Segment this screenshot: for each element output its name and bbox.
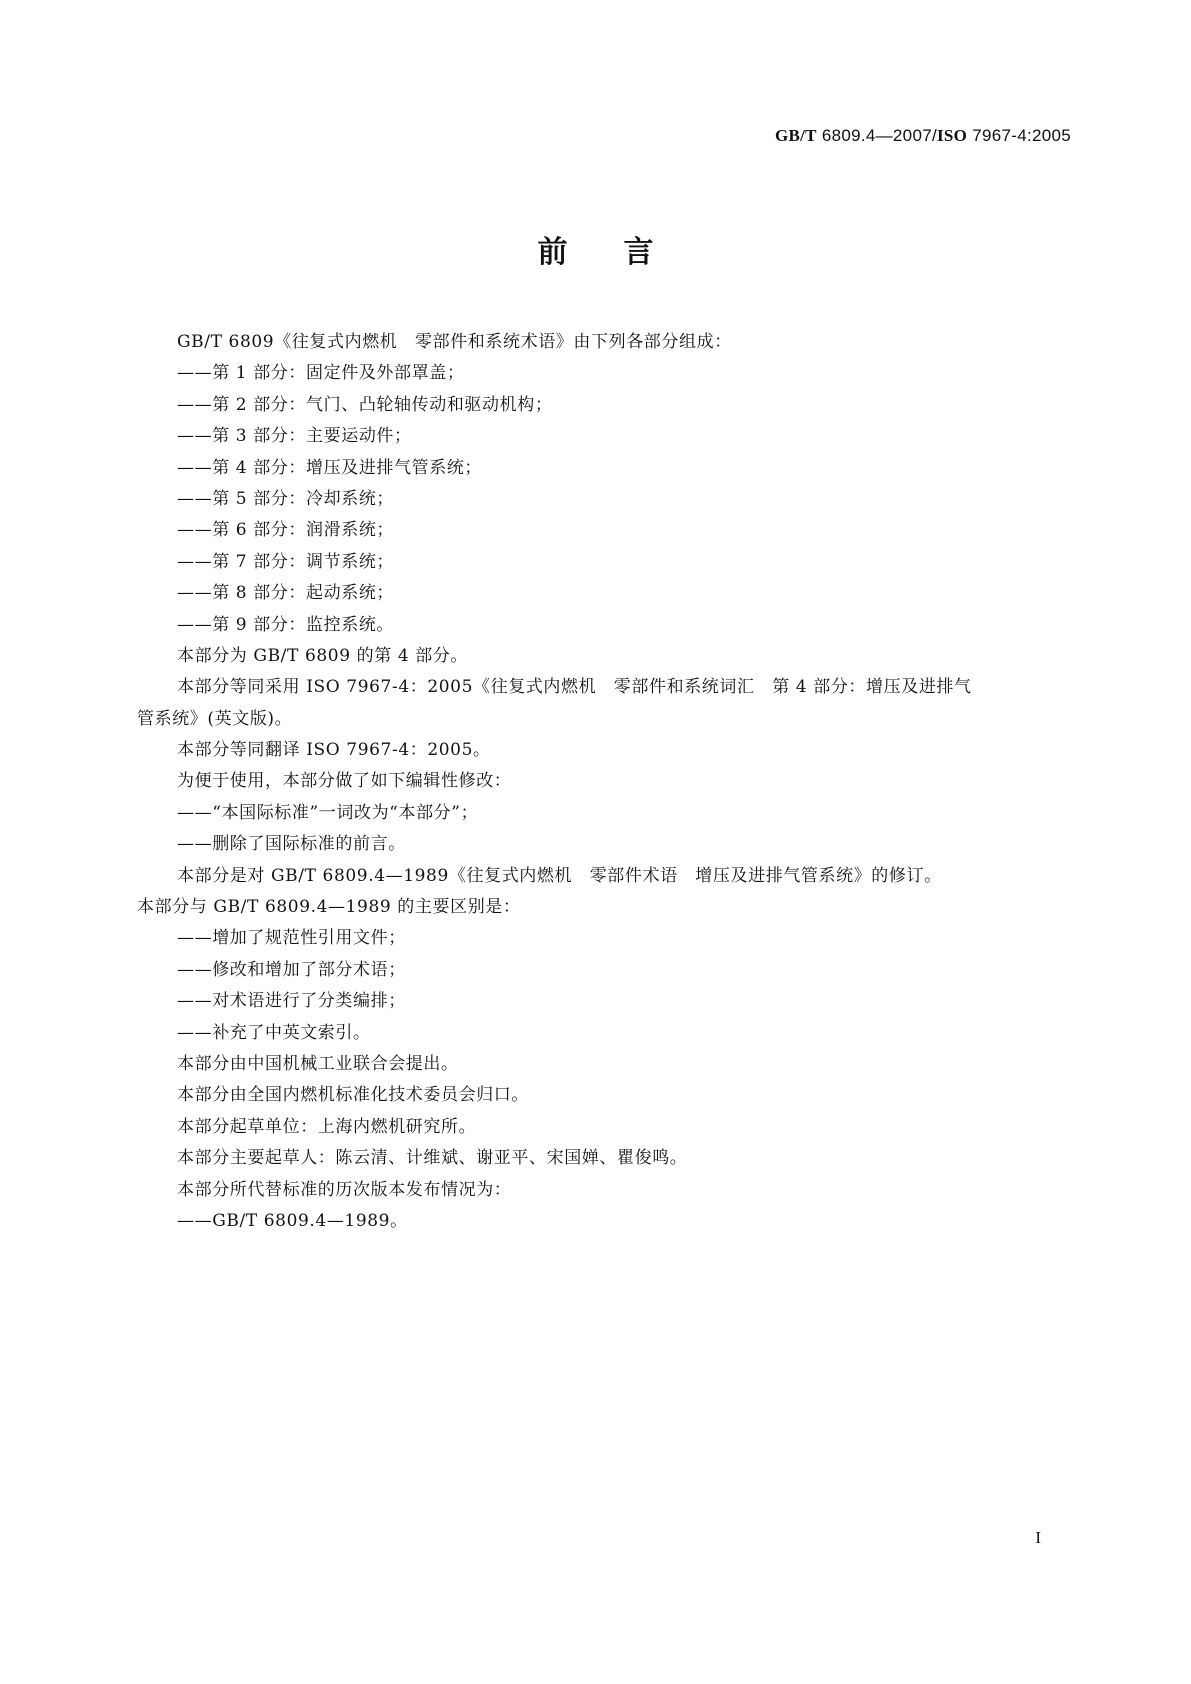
foreword-line: ——GB/T 6809.4—1989。 [177,1210,408,1231]
standard-code-gb: GB/T [774,126,817,145]
foreword-line: 本部分主要起草人：陈云清、计维斌、谢亚平、宋国婵、瞿俊鸣。 [177,1148,688,1169]
foreword-line: ——第 6 部分：润滑系统； [177,520,395,541]
foreword-line: ——第 8 部分：起动系统； [177,583,395,604]
foreword-line: 本部分是对 GB/T 6809.4—1989《往复式内燃机 零部件术语 增压及进排气管系统》的修订。 [177,865,942,886]
foreword-line: 本部分起草单位：上海内燃机研究所。 [177,1116,477,1137]
foreword-line: ——第 1 部分：固定件及外部罩盖； [177,363,465,384]
foreword-line: ——第 4 部分：增压及进排气管系统； [177,457,483,478]
foreword-line: ——第 5 部分：冷却系统； [177,488,395,509]
foreword-line: ——第 3 部分：主要运动件； [177,426,412,447]
foreword-line: ——第 7 部分：调节系统； [177,551,395,572]
foreword-line: GB/T 6809《往复式内燃机 零部件和系统术语》由下列各部分组成： [177,332,732,352]
foreword-line: 本部分由中国机械工业联合会提出。 [177,1053,459,1074]
foreword-line: ——“本国际标准”一词改为“本部分”； [177,802,479,823]
foreword-line: ——修改和增加了部分术语； [177,959,406,980]
foreword-line: 本部分等同采用 ISO 7967-4：2005《往复式内燃机 零部件和系统词汇 第 4 部分：增压及进排气 [177,677,972,698]
page-number: I [1035,1528,1041,1547]
standard-code-gb-number: 6809.4—2007/ [816,126,937,145]
standard-code-iso-number: 7967-4:2005 [967,126,1071,145]
foreword-line: 本部分与 GB/T 6809.4—1989 的主要区别是： [137,897,521,918]
standard-code-iso: ISO [936,126,968,145]
foreword-line: 本部分等同翻译 ISO 7967-4：2005。 [177,740,491,761]
foreword-line: 管系统》(英文版)。 [137,708,293,729]
foreword-line: 本部分为 GB/T 6809 的第 4 部分。 [177,645,469,666]
foreword-line: 本部分所代替标准的历次版本发布情况为： [177,1179,512,1200]
foreword-line: 为便于使用，本部分做了如下编辑性修改： [177,771,512,792]
foreword-line: ——补充了中英文索引。 [177,1022,371,1043]
standard-code [775,126,1071,146]
foreword-line: ——增加了规范性引用文件； [177,928,406,949]
foreword-line: ——对术语进行了分类编排； [177,991,406,1012]
foreword-body [137,327,1057,1237]
foreword-line: ——删除了国际标准的前言。 [177,834,406,855]
foreword-line: 本部分由全国内燃机标准化技术委员会归口。 [177,1085,529,1106]
foreword-line: ——第 2 部分：气门、凸轮轴传动和驱动机构； [177,394,553,415]
foreword-line: ——第 9 部分：监控系统。 [177,614,395,635]
page-title: 前言 [537,235,710,270]
